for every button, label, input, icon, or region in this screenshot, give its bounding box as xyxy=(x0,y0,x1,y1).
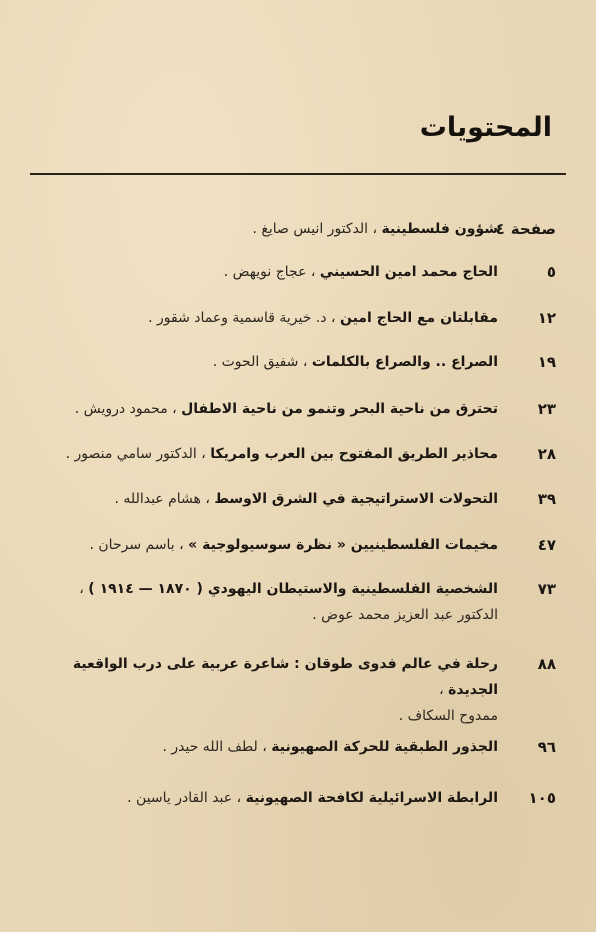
entry-page-number xyxy=(495,216,556,242)
entry-author: محمود درويش xyxy=(83,401,168,417)
author-line xyxy=(24,602,498,628)
entry-author: عجاج نويهض xyxy=(232,264,307,280)
entry-title: الجذور الطبقية للحركة الصهيونية xyxy=(271,739,498,755)
entry-body xyxy=(24,576,498,628)
end-mark: . xyxy=(312,607,317,623)
page-title: المحتويات xyxy=(419,112,552,143)
end-mark: . xyxy=(212,354,218,370)
end-mark: . xyxy=(127,790,132,806)
end-mark: . xyxy=(223,264,229,280)
entry-author: باسم سرحان xyxy=(98,537,175,553)
entry-title: الحاج محمد امين الحسيني xyxy=(319,264,498,280)
separator: ، xyxy=(79,581,84,597)
end-mark: . xyxy=(74,401,80,417)
contents-entry xyxy=(24,576,556,628)
entry-author: الدكتور سامي منصور xyxy=(74,446,197,462)
page-label: صفحة xyxy=(510,220,556,238)
entry-page-number: ٩٦ xyxy=(537,738,556,756)
entry-body xyxy=(24,216,498,242)
end-mark: . xyxy=(65,446,71,462)
contents-entry xyxy=(24,349,556,375)
separator: ، xyxy=(179,537,184,553)
contents-entry xyxy=(24,785,556,811)
entry-body xyxy=(24,532,498,558)
entry-page-number: ٥ xyxy=(546,263,556,281)
end-mark: . xyxy=(148,310,153,326)
entry-title: الصراع .. والصراع بالكلمات xyxy=(311,354,498,370)
entry-title: محاذير الطريق المفتوح بين العرب وامريكا xyxy=(210,446,498,462)
entry-title: شؤون فلسطينية xyxy=(381,221,498,237)
entry-author: د. خيرية قاسمية وعماد شقور xyxy=(157,310,327,326)
entry-body xyxy=(24,785,498,811)
separator: ، xyxy=(262,739,267,755)
end-mark: . xyxy=(89,537,94,553)
entry-page-number: ١٢ xyxy=(537,309,556,327)
separator: ، xyxy=(236,790,242,806)
entry-page-number: ٣٩ xyxy=(537,490,556,508)
separator: ، xyxy=(310,264,316,280)
separator: ، xyxy=(439,682,444,698)
separator: ، xyxy=(302,354,308,370)
entry-title: مقابلتان مع الحاج امين xyxy=(339,310,498,326)
separator: ، xyxy=(330,310,336,326)
contents-entry xyxy=(24,396,556,422)
contents-entry xyxy=(24,651,556,729)
contents-entry xyxy=(24,486,556,512)
entry-title: تحترق من ناحية البحر وتنمو من ناحية الاطفال xyxy=(181,401,498,417)
entry-body xyxy=(24,651,498,729)
contents-entry xyxy=(24,441,556,467)
separator: ، xyxy=(201,446,206,462)
separator: ، xyxy=(172,401,177,417)
separator: ، xyxy=(372,221,378,237)
title-divider xyxy=(30,173,566,175)
entry-title: الشخصية الفلسطينية والاستيطان اليهودي ( ١٨٧٠ — ١٩١٤ ) xyxy=(88,581,498,597)
entry-body xyxy=(24,441,498,467)
contents-entry xyxy=(24,216,556,242)
entry-page-number: ٤٧ xyxy=(537,536,556,554)
entry-author: شفيق الحوت xyxy=(221,354,299,370)
entry-page-number: ٨٨ xyxy=(537,655,556,673)
entry-body xyxy=(24,486,498,512)
entry-body xyxy=(24,734,498,760)
entry-body xyxy=(24,396,498,422)
entry-page-number: ٢٨ xyxy=(537,445,556,463)
end-mark: . xyxy=(398,708,404,724)
entry-body xyxy=(24,349,498,375)
contents-entry xyxy=(24,305,556,331)
entry-page-number: ٧٣ xyxy=(537,580,556,598)
end-mark: . xyxy=(114,491,119,507)
contents-entry xyxy=(24,532,556,558)
end-mark: . xyxy=(252,221,257,237)
entry-author: الدكتور انيس صايغ xyxy=(261,221,369,237)
entry-title: مخيمات الفلسطينيين « نظرة سوسيولوجية » xyxy=(188,537,498,553)
entry-title: التحولات الاستراتيجية في الشرق الاوسط xyxy=(214,491,498,507)
page-number: ٤ xyxy=(495,220,505,238)
author-line xyxy=(24,703,498,729)
entry-page-number: ١٩ xyxy=(537,353,556,371)
entry-body xyxy=(24,305,498,331)
entry-page-number: ١٠٥ xyxy=(528,789,556,807)
entry-author: عبد القادر ياسين xyxy=(136,790,233,806)
entry-author: ممدوح السكاف xyxy=(407,708,498,724)
contents-entry xyxy=(24,259,556,285)
entry-author: هشام عبدالله xyxy=(123,491,201,507)
entry-body xyxy=(24,259,498,285)
contents-entry xyxy=(24,734,556,760)
end-mark: . xyxy=(162,739,167,755)
entry-author: لطف الله حيدر xyxy=(171,739,258,755)
entry-title: الرابطة الاسرائيلية لكافحة الصهيونية xyxy=(245,790,498,806)
entry-page-number: ٢٣ xyxy=(537,400,556,418)
separator: ، xyxy=(205,491,210,507)
entry-title: رحلة في عالم فدوى طوقان : شاعرة عربية على درب الواقعية الجديدة xyxy=(72,656,498,698)
entry-author: الدكتور عبد العزيز محمد عوض xyxy=(321,607,498,623)
